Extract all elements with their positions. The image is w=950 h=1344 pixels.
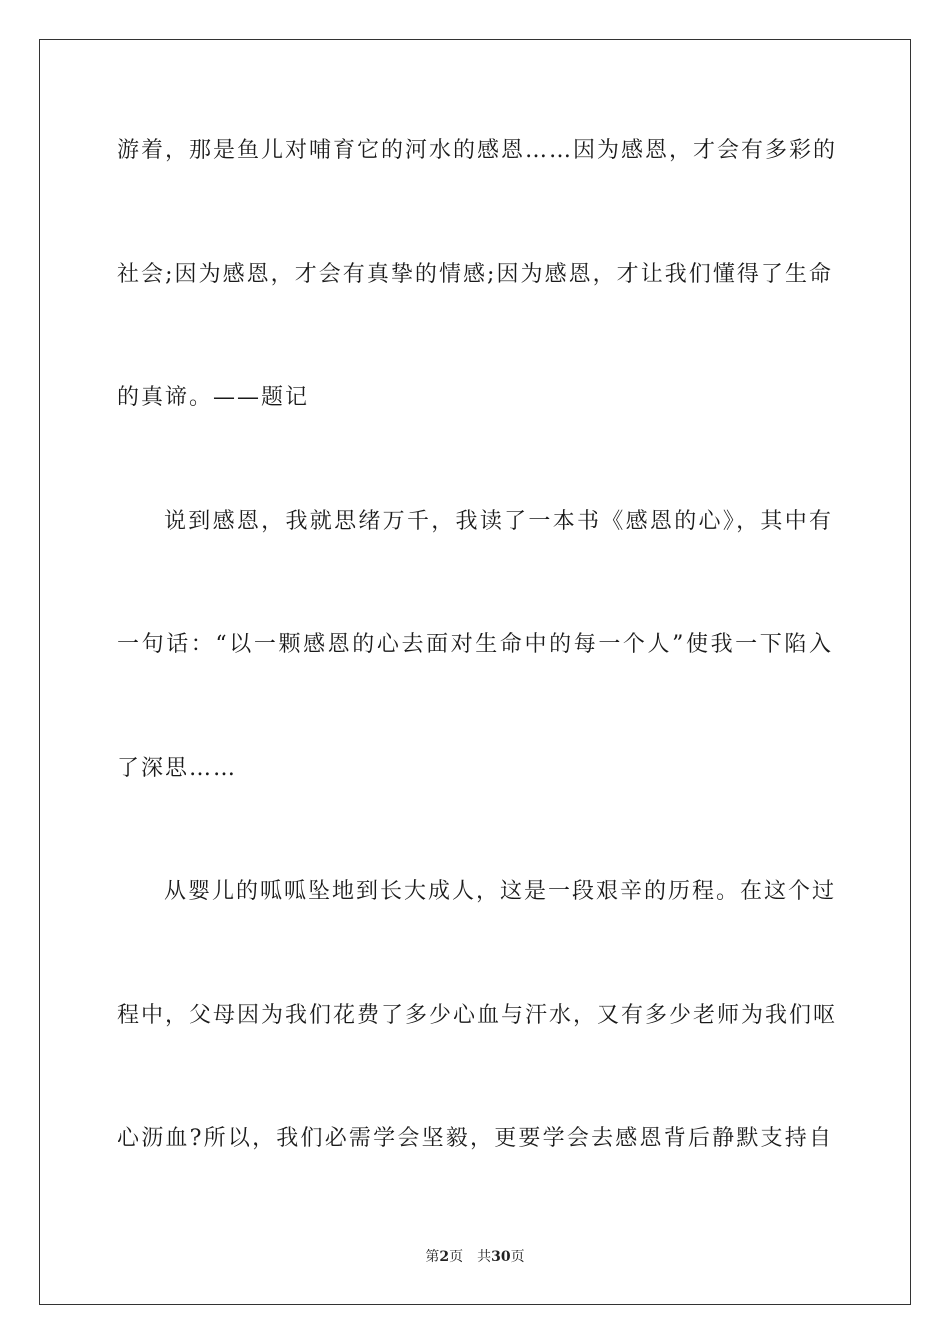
page-suffix: 页	[449, 1249, 464, 1265]
total-suffix: 页	[510, 1249, 525, 1265]
page-footer	[0, 1248, 950, 1266]
paragraph-1-line-2: 社会;因为感恩，才会有真挚的情感;因为感恩，才让我们懂得了生命	[117, 262, 833, 287]
total-prefix: 共	[477, 1249, 492, 1265]
paragraph-2-line-2: 一句话：“以一颗感恩的心去面对生命中的每一个人”使我一下陷入	[117, 632, 833, 657]
total-pages: 30	[491, 1249, 511, 1265]
page-border	[39, 39, 911, 1305]
page-prefix: 第	[425, 1249, 440, 1265]
paragraph-2-line-3: 了深思……	[117, 756, 238, 781]
paragraph-1-line-1: 游着，那是鱼儿对哺育它的河水的感恩……因为感恩，才会有多彩的	[117, 138, 838, 163]
paragraph-3-line-2: 程中，父母因为我们花费了多少心血与汗水，又有多少老师为我们呕	[117, 1003, 838, 1028]
paragraph-1-line-3: 的真谛。——题记	[117, 385, 310, 410]
paragraph-3-line-1: 从婴儿的呱呱坠地到长大成人，这是一段艰辛的历程。在这个过	[164, 879, 837, 904]
page-number: 2	[439, 1249, 450, 1265]
paragraph-2-line-1: 说到感恩，我就思绪万千，我读了一本书《感恩的心》，其中有	[164, 509, 833, 534]
paragraph-3-line-3: 心沥血?所以，我们必需学会坚毅，更要学会去感恩背后静默支持自	[117, 1126, 833, 1151]
